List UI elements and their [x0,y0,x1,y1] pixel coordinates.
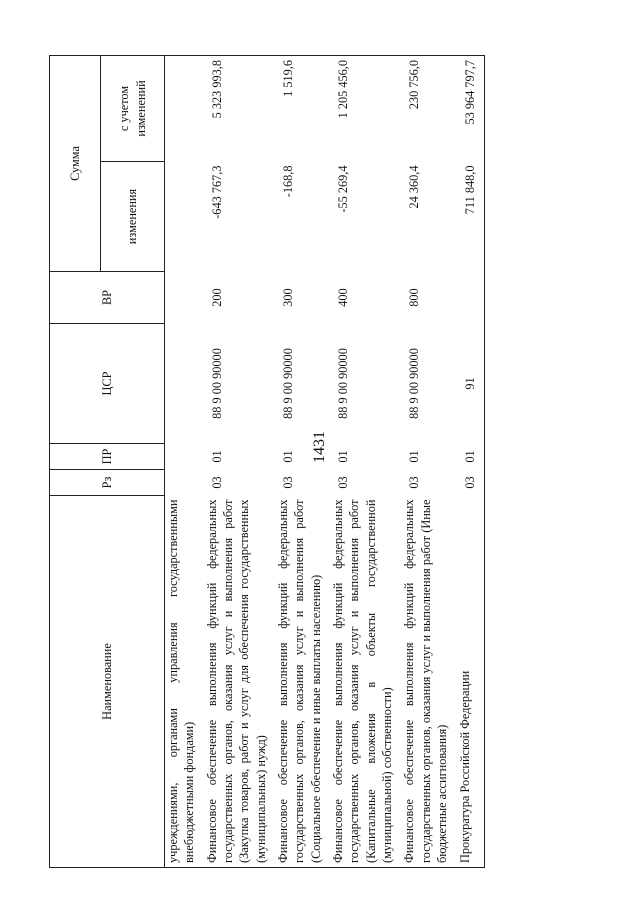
row-rz: 03 [407,476,422,489]
row-csr: 88 9 00 90000 [209,348,224,419]
page-number: 1431 [311,431,328,463]
column-header-csr: ЦСР [50,324,165,444]
row-changes: -55 269,4 [336,165,351,213]
row-vr [457,272,485,324]
column-header-sum: Сумма [50,55,101,271]
row-csr: 88 9 00 90000 [336,348,351,419]
row-rz: 03 [281,476,296,489]
row-name: Финансовое обеспечение выполнения функций федеральных государственных органов, оказания услуг и выполнения работ (Капитальные вложения в объекты государственной (муниципальной) собственности) [330,496,401,868]
row-pr: 01 [209,450,224,463]
row-with-changes: 53 964 797,7 [457,55,485,161]
row-vr: 400 [336,288,351,307]
row-name: Финансовое обеспечение выполнения функций федеральных государственных органов, оказания услуг и выполнения работ (Закупка товаров, работ и услуг для обеспечения государственных (муниципальных) нужд) [204,496,275,868]
row-vr: 200 [209,288,224,307]
row-pr: 01 [457,444,485,470]
row-with-changes [165,55,204,161]
row-csr: 91 [457,324,485,444]
row-with-changes: 1 205 456,0 [330,55,401,161]
column-header-changes: изменения [101,162,165,272]
row-changes: 711 848,0 [457,162,485,272]
row-changes: 24 360,4 [407,165,422,209]
row-pr [165,444,204,470]
table-row [165,55,204,867]
column-header-rz: Рз [50,470,165,496]
row-pr: 01 [407,450,422,463]
row-rz: 03 [336,476,351,489]
table-row [275,55,330,867]
row-rz: 03 [457,470,485,496]
row-rz [165,470,204,496]
row-vr: 300 [281,288,296,307]
row-csr: 88 9 00 90000 [407,348,422,419]
column-header-vr: ВР [50,272,165,324]
table-row [457,55,485,867]
row-name: учреждениями, органами управления государственными внебюджетными фондами) [165,496,204,868]
row-name: Финансовое обеспечение выполнения функций федеральных государственных органов, оказания услуг и выполнения работ (Иные бюджетные ассигнования) [401,496,456,868]
row-with-changes: 230 756,0 [401,55,456,161]
column-header-with-changes: с учетом изменений [101,55,165,161]
row-changes: -643 767,3 [209,165,224,219]
row-changes: -168,8 [281,165,296,198]
table-row [401,55,456,867]
row-with-changes: 1 519,6 [275,55,330,161]
row-name: Финансовое обеспечение выполнения функций федеральных государственных органов, оказания услуг и выполнения работ (Социальное обеспечение и иные выплаты населению) [275,496,330,868]
row-pr: 01 [281,450,296,463]
budget-table [49,55,485,868]
row-name: Прокуратура Российской Федерации [457,496,485,868]
rotated-table-wrapper [49,56,597,868]
row-pr: 01 [336,450,351,463]
row-vr: 800 [407,288,422,307]
column-header-name: Наименование [50,496,165,868]
table-header-row [50,55,101,867]
row-rz: 03 [209,476,224,489]
table-row [204,55,275,867]
row-with-changes: 5 323 993,8 [204,55,275,161]
column-header-pr: ПР [50,444,165,470]
table-row [330,55,401,867]
row-csr: 88 9 00 90000 [281,348,296,419]
row-vr [165,272,204,324]
row-changes [165,162,204,272]
row-csr [165,324,204,444]
